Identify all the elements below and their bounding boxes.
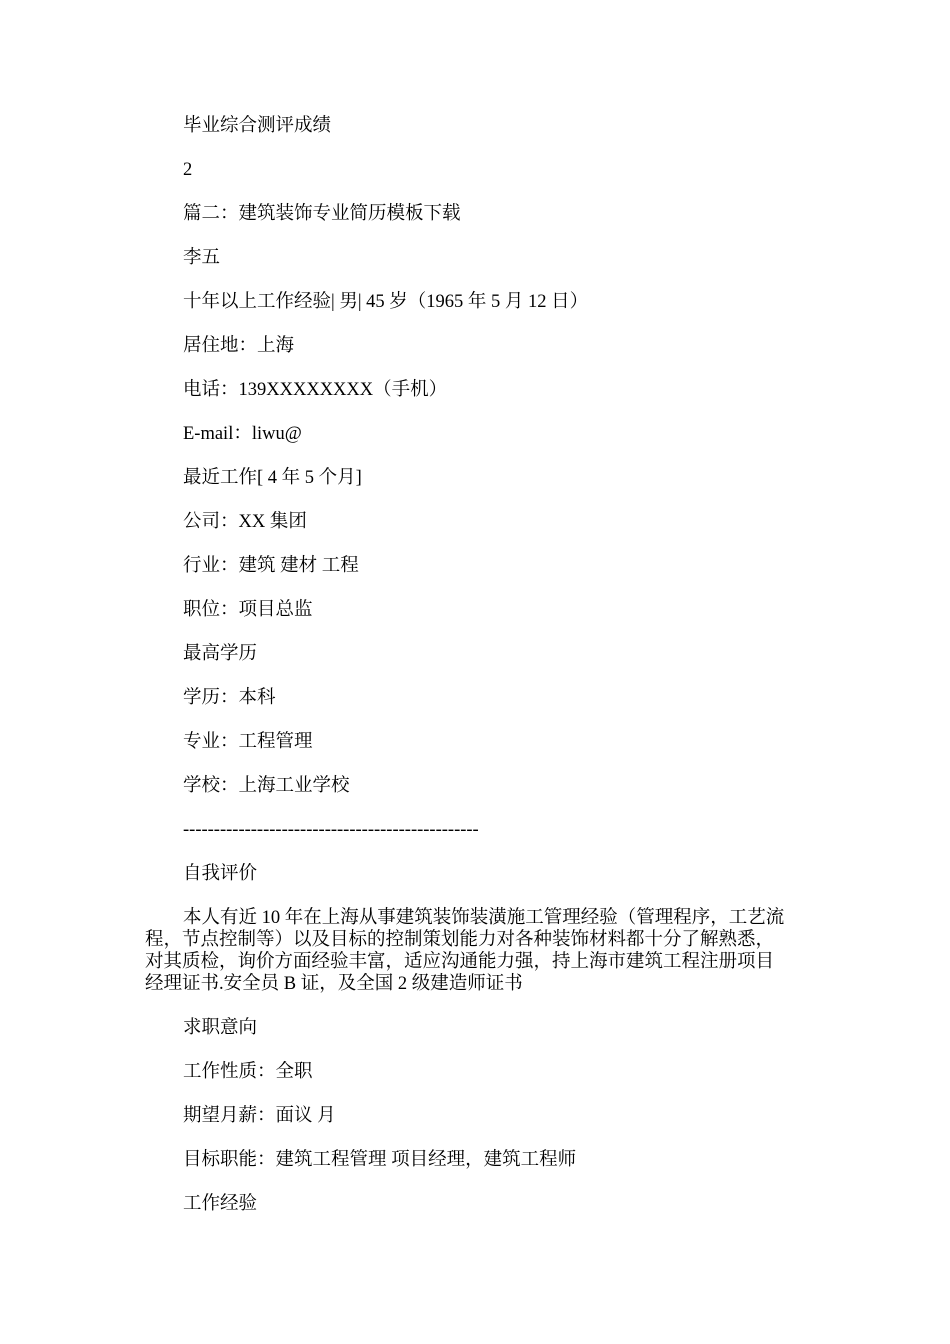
candidate-name: 李五 (183, 248, 221, 268)
job-type: 工作性质：全职 (183, 1062, 313, 1082)
paragraph-line: 程，节点控制等）以及目标的控制策划能力对各种装饰材料都十分了解熟悉， (145, 930, 775, 950)
email: E-mail：liwu@ (183, 424, 302, 444)
self-evaluation-paragraph (145, 907, 810, 995)
paragraph-line: 本人有近 10 年在上海从事建筑装饰装潢施工管理经验（管理程序，工艺流 (183, 908, 785, 928)
industry: 行业：建筑 建材 工程 (183, 556, 359, 576)
paragraph-line: 经理证书.安全员 B 证，及全国 2 级建造师证书 (145, 974, 523, 994)
self-evaluation-heading: 自我评价 (183, 864, 258, 884)
work-experience-heading: 工作经验 (183, 1194, 258, 1214)
section-title: 篇二：建筑装饰专业简历模板下载 (183, 204, 461, 224)
job-intention-heading: 求职意向 (183, 1018, 258, 1038)
company: 公司：XX 集团 (183, 512, 307, 532)
major: 专业：工程管理 (183, 732, 313, 752)
residence: 居住地：上海 (183, 336, 295, 356)
candidate-summary: 十年以上工作经验| 男| 45 岁（1965 年 5 月 12 日） (183, 292, 589, 312)
school: 学校：上海工业学校 (183, 776, 350, 796)
paragraph-line: 对其质检，询价方面经验丰富，适应沟通能力强，持上海市建筑工程注册项目 (145, 952, 775, 972)
recent-job-heading: 最近工作[ 4 年 5 个月] (183, 468, 362, 488)
score-value: 2 (183, 160, 193, 180)
score-heading: 毕业综合测评成绩 (183, 116, 332, 136)
phone: 电话：139XXXXXXXX（手机） (183, 380, 448, 400)
degree: 学历：本科 (183, 688, 276, 708)
education-heading: 最高学历 (183, 644, 258, 664)
target-function: 目标职能：建筑工程管理 项目经理，建筑工程师 (183, 1150, 577, 1170)
expected-salary: 期望月薪：面议 月 (183, 1106, 336, 1126)
position: 职位：项目总监 (183, 600, 313, 620)
divider: ------------------------------------------------ (183, 820, 479, 840)
